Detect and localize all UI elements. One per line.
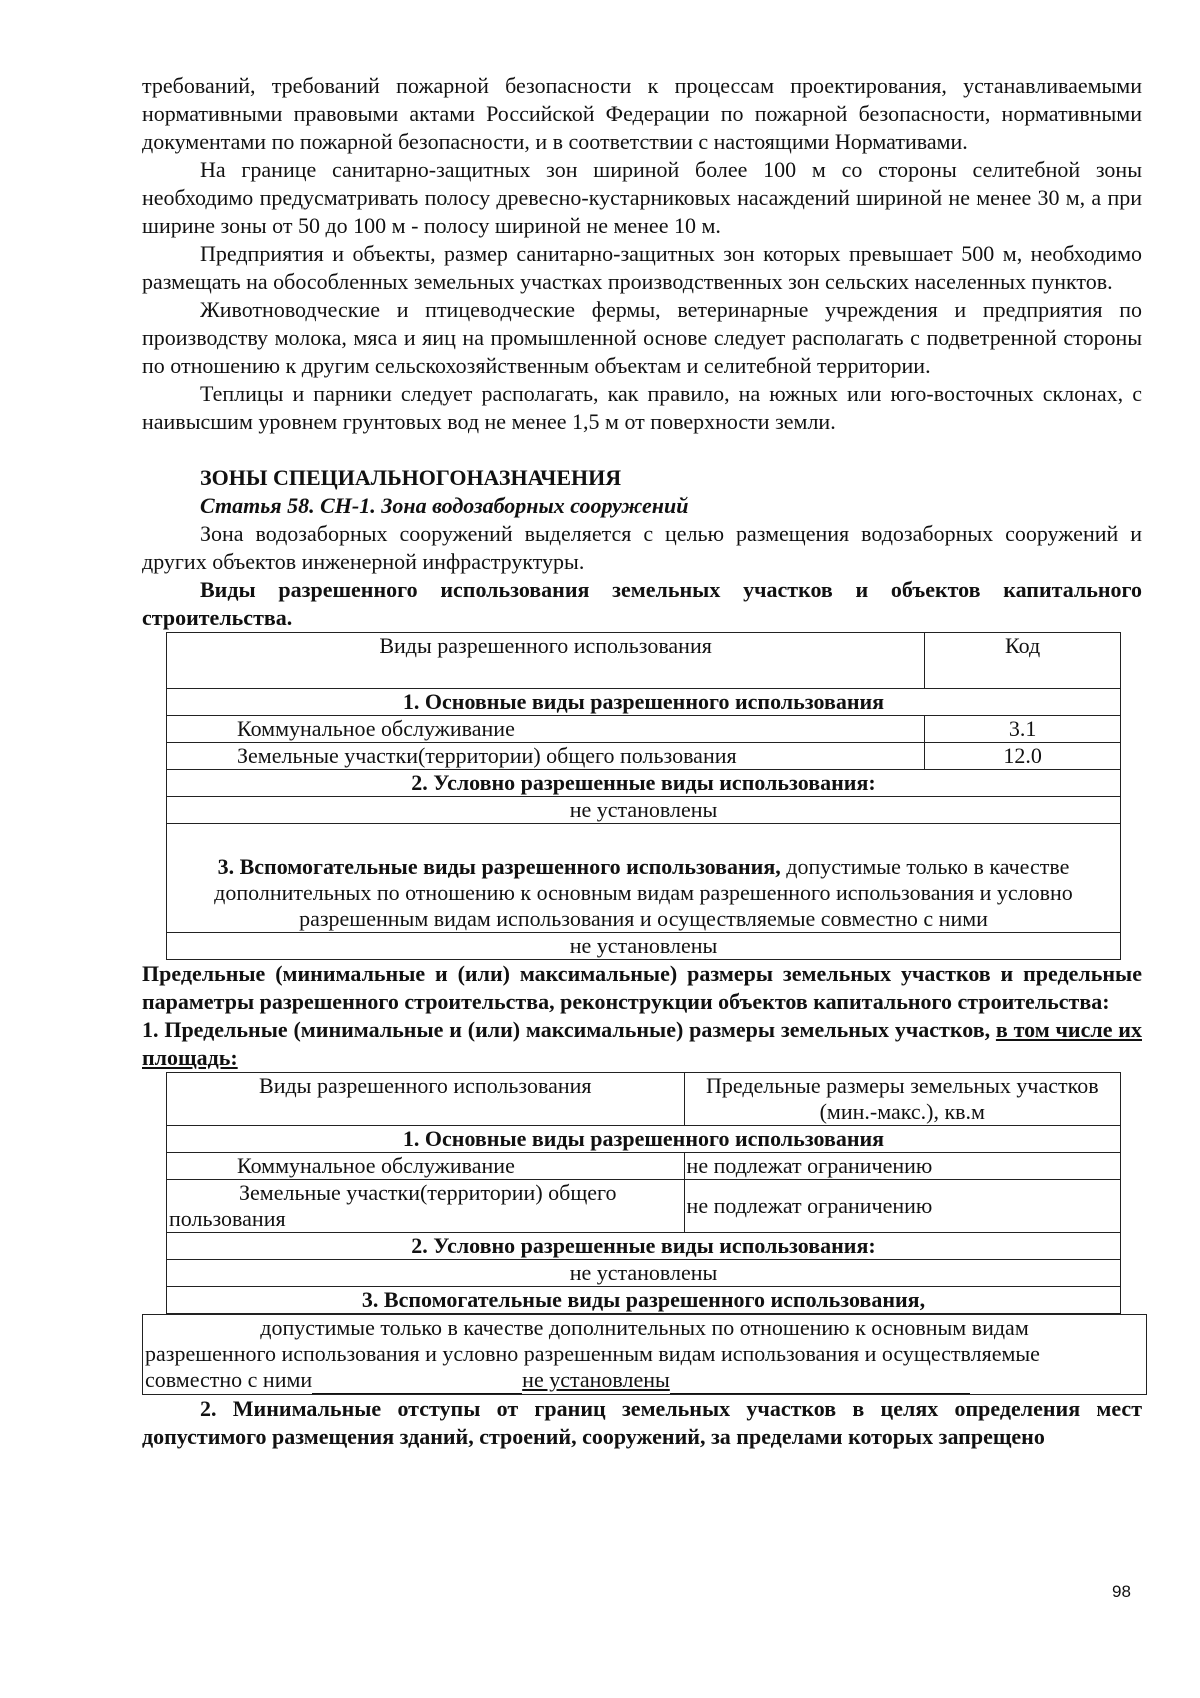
use-name-line2: пользования xyxy=(169,1206,286,1231)
auxiliary-uses-heading: 3. Вспомогательные виды разрешенного использования, xyxy=(167,1287,1121,1314)
auxiliary-value-line xyxy=(145,1367,1144,1394)
intro-paragraph-1: требований, требований пожарной безопасности к процессам проектирования, устанавливаемыми нормативными правовыми актами Российской Федерации по пожарной безопасности, нормативными документами по пожарной безопасности, и в соответствии с настоящими Нормативами. xyxy=(142,73,1142,154)
intro-paragraph-3: Предприятия и объекты, размер санитарно-защитных зон которых превышает 500 м, необходимо размещать на обособленных земельных участках производственных зон сельских населенных пунктов. xyxy=(142,241,1142,294)
use-name: Коммунальное обслуживание xyxy=(167,716,925,743)
limits-heading: Предельные (минимальные и (или) максимальные) размеры земельных участков и предельные параметры разрешенного строительства, реконструкции объектов капитального строительства: xyxy=(142,961,1142,1014)
auxiliary-uses-text xyxy=(143,1315,1147,1395)
conditional-uses-value: не установлены xyxy=(167,1260,1121,1287)
intro-paragraph-5: Теплицы и парники следует располагать, как правило, на южных или юго-восточных склонах, с наивысшим уровнем грунтовых вод не менее 1,5 м от поверхности земли. xyxy=(142,381,1142,434)
auxiliary-text-line1: допустимые только в качестве дополнительных по отношению к основным видам xyxy=(260,1315,1029,1340)
auxiliary-uses-value: не установлены xyxy=(522,1367,670,1392)
intro-paragraph-4: Животноводческие и птицеводческие фермы, ветеринарные учреждения и предприятия по производству молока, мяса и яиц на промышленной основе следует располагать с подветренной стороны по отношению к другим сельскохозяйственным объектам и селитебной территории. xyxy=(142,297,1142,378)
blank-fill xyxy=(312,1367,522,1394)
section-title: ЗОНЫ СПЕЦИАЛЬНОГОНАЗНАЧЕНИЯ xyxy=(200,465,622,490)
size-limits-table xyxy=(166,1072,1121,1314)
use-name: Коммунальное обслуживание xyxy=(167,1153,685,1180)
setbacks-heading: 2. Минимальные отступы от границ земельных участков в целях определения мест допустимого размещения зданий, строений, сооружений, за пределами которых запрещено xyxy=(142,1396,1142,1449)
use-name-line1: Земельные участки(территории) общего xyxy=(239,1180,617,1205)
conditional-uses-heading: 2. Условно разрешенные виды использования: xyxy=(167,770,1121,797)
auxiliary-uses-heading xyxy=(167,824,1121,933)
use-name xyxy=(167,1180,685,1233)
size-value: не подлежат ограничению xyxy=(684,1180,1120,1233)
table-row xyxy=(167,1180,1121,1233)
article-title: Статья 58. СН-1. Зона водозаборных сооружений xyxy=(200,493,689,518)
col-header-type: Виды разрешенного использования xyxy=(167,633,925,689)
intro-paragraph-2: На границе санитарно-защитных зон шириной более 100 м со стороны селитебной зоны необходимо предусматривать полосу древесно-кустарниковых насаждений шириной не менее 30 м, а при ширине зоны от 50 до 100 м - полосу шириной не менее 10 м. xyxy=(142,157,1142,238)
limits-subheading-underlined: в том числе их площадь: xyxy=(142,1017,1142,1070)
use-name: Земельные участки(территории) общего пользования xyxy=(167,743,925,770)
page-number: 98 xyxy=(1112,1582,1131,1601)
auxiliary-heading-rest: допустимые только в качестве дополнительных по отношению к основным видам разрешенного использования и условно разрешенным видам использования и осуществляемые совместно с ними xyxy=(214,854,1073,931)
col-header-code: Код xyxy=(925,633,1121,689)
auxiliary-text-line3: совместно с ними xyxy=(145,1367,313,1392)
basic-uses-heading: 1. Основные виды разрешенного использования xyxy=(167,689,1121,716)
use-code: 3.1 xyxy=(925,716,1121,743)
table-row xyxy=(167,1153,1121,1180)
document-page xyxy=(142,72,1142,1451)
conditional-uses-value: не установлены xyxy=(167,797,1121,824)
col-header-type: Виды разрешенного использования xyxy=(167,1073,685,1126)
basic-uses-heading: 1. Основные виды разрешенного использования xyxy=(167,1126,1121,1153)
permitted-uses-table xyxy=(166,632,1121,960)
limits-subheading-text: 1. Предельные (минимальные и (или) максимальные) размеры земельных участков, xyxy=(142,1017,996,1042)
auxiliary-uses-value: не установлены xyxy=(167,933,1121,960)
conditional-uses-heading: 2. Условно разрешенные виды использования: xyxy=(167,1233,1121,1260)
limits-subheading xyxy=(142,1016,1142,1072)
use-code: 12.0 xyxy=(925,743,1121,770)
table-row xyxy=(167,716,1121,743)
blank-fill xyxy=(670,1367,970,1394)
size-value: не подлежат ограничению xyxy=(684,1153,1120,1180)
uses-heading: Виды разрешенного использования земельных участков и объектов капитального строительства. xyxy=(142,577,1142,630)
auxiliary-text-line2: разрешенного использования и условно разрешенным видам использования и осуществляемые xyxy=(145,1341,1040,1366)
auxiliary-heading-bold: 3. Вспомогательные виды разрешенного использования, xyxy=(217,854,781,879)
auxiliary-uses-box xyxy=(142,1314,1147,1395)
col-header-size: Предельные размеры земельных участков (мин.-макс.), кв.м xyxy=(684,1073,1120,1126)
zone-description: Зона водозаборных сооружений выделяется с целью размещения водозаборных сооружений и других объектов инженерной инфраструктуры. xyxy=(142,521,1142,574)
table-row xyxy=(167,743,1121,770)
